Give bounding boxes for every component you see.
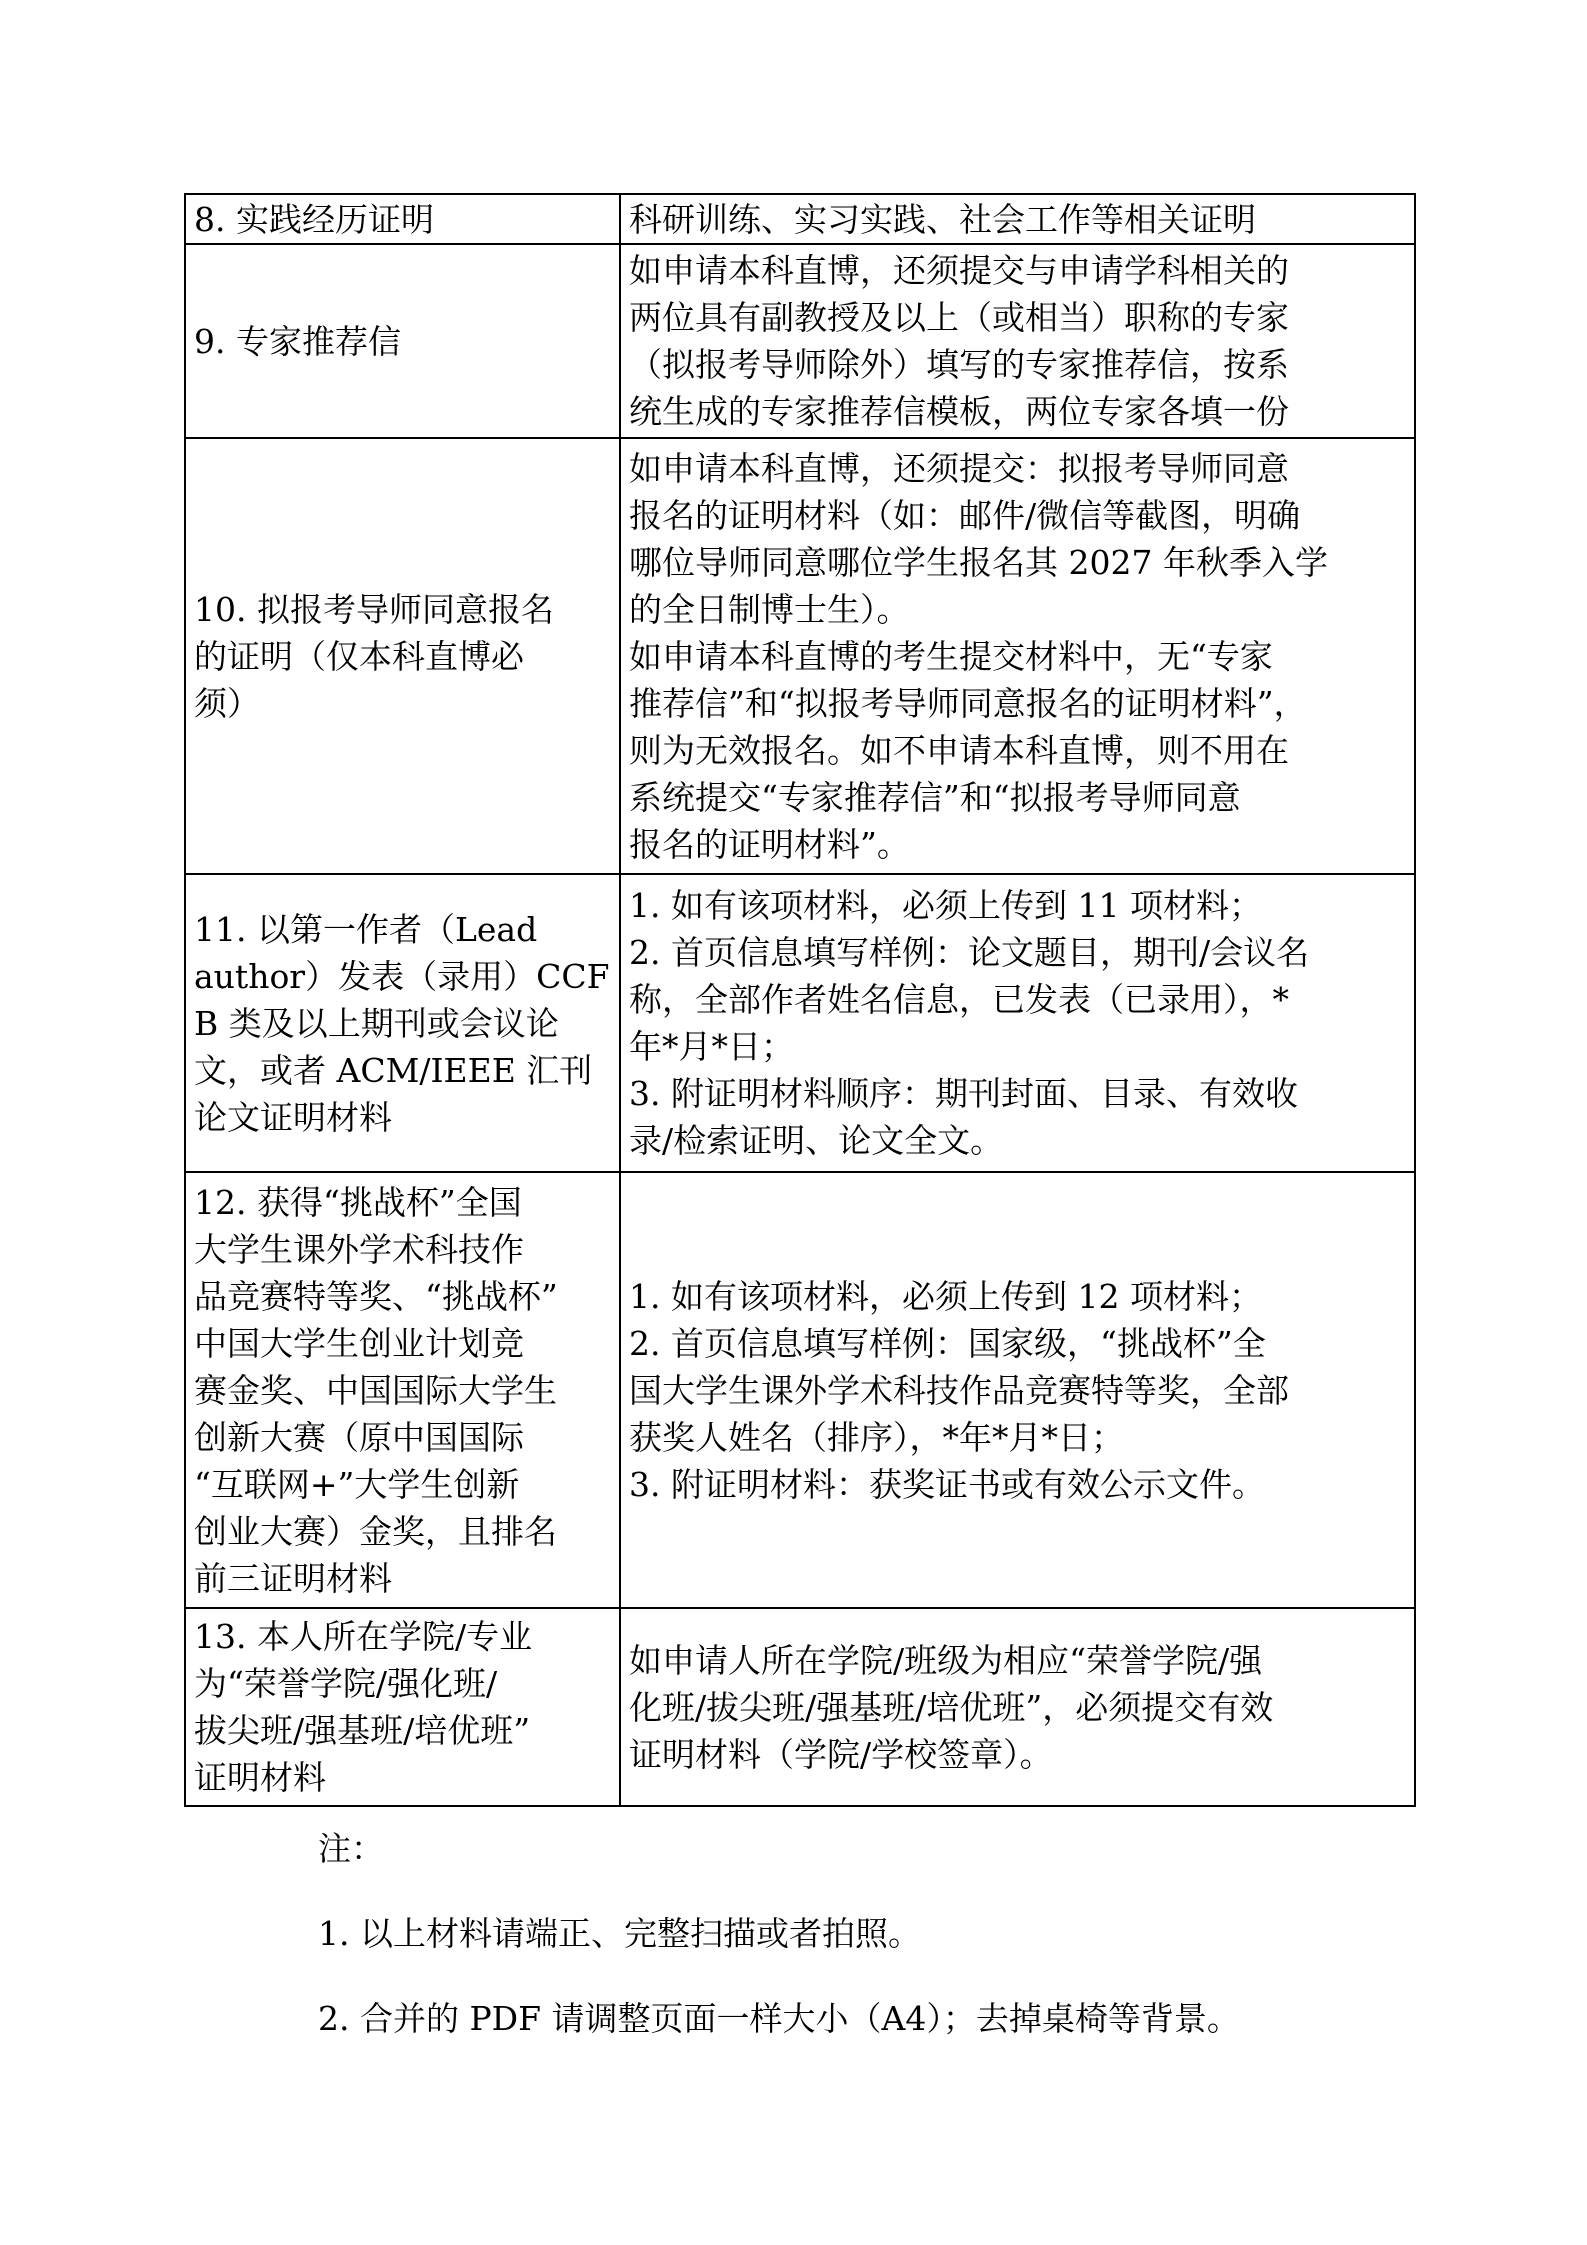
item-label: 10. 拟报考导师同意报名 的证明（仅本科直博必 须） bbox=[194, 589, 554, 723]
table-row bbox=[185, 194, 1415, 244]
item-cell bbox=[185, 438, 620, 874]
requirement-text: 如申请本科直博，还须提交：拟报考导师同意 报名的证明材料（如：邮件/微信等截图，明确 哪位导师同意哪位学生报名其 2027 年秋季入学 的全日制博士生）。 如申请本科直博的考生提交材料中，无“专家 推荐信”和“拟报考导师同意报名的证明材料”， 则为无效报名。如不申请本科直博，则不用在 系统提交“专家推荐信”和“拟报考导师同意 报名的证明材料”。 bbox=[629, 448, 1328, 864]
requirement-text: 1. 如有该项材料，必须上传到 11 项材料； 2. 首页信息填写样例：论文题目，期刊/会议名 称，全部作者姓名信息，已发表（已录用），* 年*月*日； 3. 附证明材料顺序：期刊封面、目录、有效收 录/检索证明、论文全文。 bbox=[629, 886, 1310, 1160]
item-label: 11. 以第一作者（Lead author）发表（录用）CCF B 类及以上期刊或会议论 文，或者 ACM/IEEE 汇刊 论文证明材料 bbox=[194, 909, 610, 1137]
item-cell bbox=[185, 1172, 620, 1608]
item-label: 13. 本人所在学院/专业 为“荣誉学院/强化班/ 拔尖班/强基班/培优班” 证明材料 bbox=[194, 1617, 533, 1797]
requirement-cell bbox=[620, 1172, 1415, 1608]
table-row bbox=[185, 1172, 1415, 1608]
item-label: 8. 实践经历证明 bbox=[194, 199, 434, 239]
notes-heading: 注： bbox=[318, 1829, 384, 1868]
requirement-text: 如申请本科直博，还须提交与申请学科相关的 两位具有副教授及以上（或相当）职称的专家 （拟报考导师除外）填写的专家推荐信，按系 统生成的专家推荐信模板，两位专家各填一份 bbox=[629, 251, 1289, 431]
item-label: 12. 获得“挑战杯”全国 大学生课外学术科技作 品竞赛特等奖、“挑战杯” 中国大学生创业计划竞 赛金奖、中国国际大学生 创新大赛（原中国国际 “互联网+”大学生创新 创业大赛）金奖，且排名 前三证明材料 bbox=[194, 1182, 558, 1598]
requirement-cell bbox=[620, 194, 1415, 244]
materials-table bbox=[184, 193, 1416, 1807]
item-cell bbox=[185, 874, 620, 1172]
note-item: 1. 以上材料请端正、完整扫描或者拍照。 bbox=[318, 1914, 921, 1953]
requirement-cell bbox=[620, 438, 1415, 874]
table-row bbox=[185, 244, 1415, 438]
table-row bbox=[185, 1608, 1415, 1806]
note-item: 2. 合并的 PDF 请调整页面一样大小（A4）；去掉桌椅等背景。 bbox=[318, 1999, 1240, 2038]
item-cell bbox=[185, 244, 620, 438]
requirement-text: 科研训练、实习实践、社会工作等相关证明 bbox=[629, 199, 1256, 239]
table-row bbox=[185, 874, 1415, 1172]
table-row bbox=[185, 438, 1415, 874]
requirement-cell bbox=[620, 244, 1415, 438]
requirement-text: 如申请人所在学院/班级为相应“荣誉学院/强 化班/拔尖班/强基班/培优班”，必须提交有效 证明材料（学院/学校签章）。 bbox=[629, 1640, 1274, 1774]
item-label: 9. 专家推荐信 bbox=[194, 321, 401, 361]
item-cell bbox=[185, 194, 620, 244]
requirement-cell bbox=[620, 874, 1415, 1172]
item-cell bbox=[185, 1608, 620, 1806]
requirement-cell bbox=[620, 1608, 1415, 1806]
requirement-text: 1. 如有该项材料，必须上传到 12 项材料； 2. 首页信息填写样例：国家级，“挑战杯”全 国大学生课外学术科技作品竞赛特等奖，全部 获奖人姓名（排序），*年*月*日； 3. 附证明材料：获奖证书或有效公示文件。 bbox=[629, 1276, 1289, 1504]
